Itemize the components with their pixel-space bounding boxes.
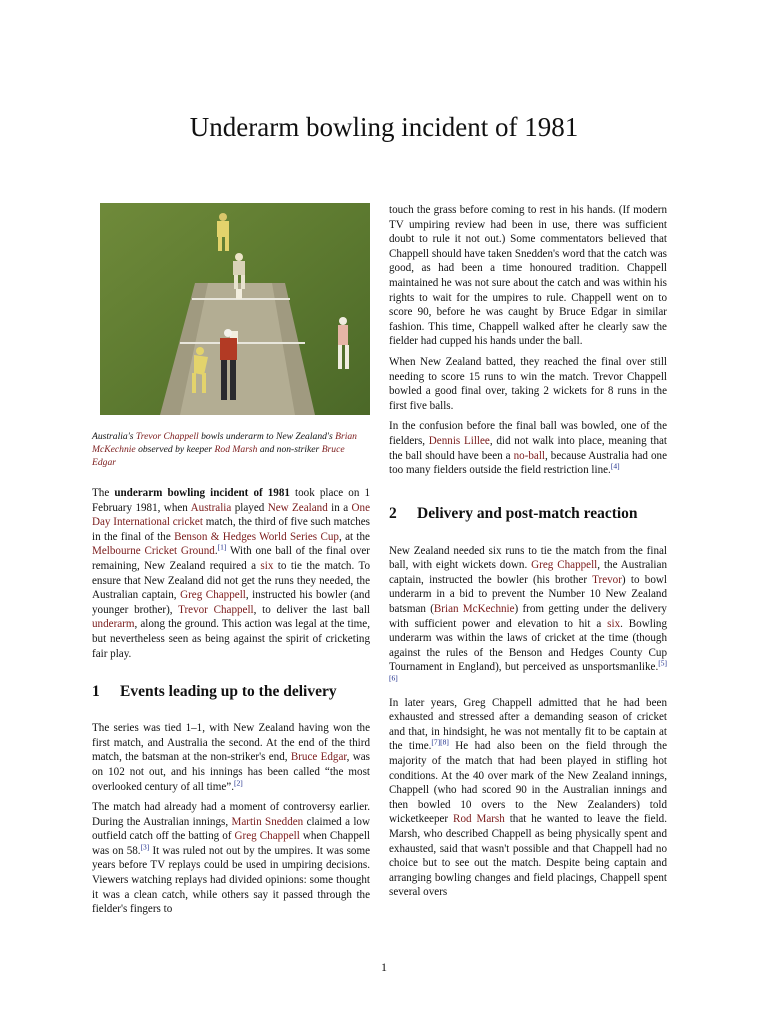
right-column bbox=[389, 203, 667, 906]
link-brian-mckechnie-2[interactable]: Brian McKechnie bbox=[433, 603, 515, 616]
citation-1[interactable]: [1] bbox=[217, 542, 227, 552]
link-greg-chappell-2[interactable]: Greg Chappell bbox=[234, 830, 300, 843]
link-brian-mckechnie[interactable]: Brian McKechnie bbox=[92, 431, 357, 455]
cricket-photo[interactable] bbox=[100, 203, 370, 415]
citation-2[interactable]: [2] bbox=[234, 777, 243, 787]
citation-5-6[interactable]: [5][6] bbox=[389, 658, 667, 683]
link-trevor[interactable]: Trevor bbox=[592, 573, 622, 586]
link-australia[interactable]: Australia bbox=[190, 501, 232, 514]
page-title: Underarm bowling incident of 1981 bbox=[189, 112, 579, 142]
citation-3[interactable]: [3] bbox=[140, 842, 150, 852]
link-greg-chappell[interactable]: Greg Chappell bbox=[180, 589, 246, 602]
link-bruce-edgar-2[interactable]: Bruce Edgar bbox=[290, 751, 347, 764]
right-paragraph-3: In the confusion before the final ball was bowled, one of the fielders, Dennis Lillee, did not walk into place, meaning that the ball should have been a no-ball, because Australia had one too many fielders outside the field restriction line.[4] bbox=[389, 420, 668, 477]
link-no-ball[interactable]: no-ball bbox=[513, 449, 546, 462]
link-trevor-chappell[interactable]: Trevor Chappell bbox=[135, 431, 199, 442]
link-six-2[interactable]: six bbox=[607, 617, 621, 630]
section-1-paragraph-2: The match had already had a moment of controversy earlier. During the Australian innings, Martin Snedden claimed a low outfield catch off the batting of Greg Chappell when Chappell was on 58.[3] It was ruled not out by the umpires. It was some years before TV replays could be used in umpiring decisions. Viewers watching replays had divided opinions: some thought it was a clean catch, while others say it passed through the fielder's fingers to bbox=[92, 801, 370, 916]
link-greg-chappell-3[interactable]: Greg Chappell bbox=[531, 559, 598, 572]
link-martin-snedden[interactable]: Martin Snedden bbox=[231, 815, 304, 828]
section-1-paragraph-1: The series was tied 1–1, with New Zealand having won the first match, and Australia the second. At the end of the third match, the batsman at the non-striker's end, Bruce Edgar, was on 102 not out, and his innings has been called “the most overlooked century of all time”.[2] bbox=[92, 722, 370, 793]
section-2-paragraph-1: New Zealand needed six runs to tie the match from the final ball, with eight wickets down. Greg Chappell, the Australian captain, instructed the bowler (his brother Trevor) to bowl underarm in a bid to prevent the Number 10 New Zealand batsman (Brian McKechnie) from getting under the delivery with sufficient power and elevation to hit a six. Bowling underarm was within the laws of cricket at the time (though against the rules of the Benson and Hedges County Cup Tournament in England), but perceived as unsportsmanlike.[5][6] bbox=[389, 544, 667, 683]
link-mcg[interactable]: Melbourne Cricket Ground bbox=[92, 545, 215, 558]
link-rod-marsh-2[interactable]: Rod Marsh bbox=[453, 813, 505, 826]
link-new-zealand[interactable]: New Zealand bbox=[267, 501, 328, 514]
link-bruce-edgar[interactable]: Bruce Edgar bbox=[92, 444, 345, 468]
link-odi[interactable]: One Day International bbox=[92, 501, 371, 529]
link-cricket[interactable]: cricket bbox=[172, 516, 203, 529]
section-1-heading: 1 Events leading up to the delivery bbox=[92, 683, 337, 701]
intro-paragraph: The underarm bowling incident of 1981 took place on 1 February 1981, when Australia played New Zealand in a One Day International cricket match, the third of five such matches in the final of the Benson & Hedges World Series Cup, at the Melbourne Cricket Ground.[1] With one ball of the final over remaining, New Zealand required a six to tie the match. To ensure that New Zealand did not get the runs they needed, the Australian captain, Greg Chappell, instructed his bowler (and younger brother), Trevor Chappell, to deliver the last ball underarm, along the ground. This action was legal at the time, but nevertheless seen as being against the spirit of cricketing fair play. bbox=[92, 487, 371, 660]
figure-caption: Australia's Trevor Chappell bowls underarm to New Zealand's Brian McKechnie observed by keeper Rod Marsh and non-striker Bruce Edgar bbox=[92, 431, 357, 468]
link-trevor-chappell-2[interactable]: Trevor Chappell bbox=[178, 603, 254, 616]
link-dennis-lillee[interactable]: Dennis Lillee bbox=[428, 434, 490, 447]
cricket-photo-image bbox=[100, 203, 370, 415]
page-number: 1 bbox=[381, 960, 387, 974]
link-six[interactable]: six bbox=[260, 559, 274, 572]
citation-7-8[interactable]: [7][8] bbox=[431, 737, 449, 747]
left-column bbox=[92, 203, 370, 923]
link-rod-marsh[interactable]: Rod Marsh bbox=[214, 444, 258, 455]
link-underarm[interactable]: underarm bbox=[92, 618, 135, 631]
citation-4[interactable]: [4] bbox=[610, 461, 620, 471]
right-paragraph-1: touch the grass before coming to rest in his hands. (If modern TV umpiring review had been in use, there was sufficient doubt to rule it not out.) Some commentators believed that Chappell should have taken Snedden's word that the catch was good, as had been a time honoured tradition. Chappell maintained he was not sure about the catch and was within his rights to wait for the umpires to rule. Chappell went on to score 90, before he was caught by Bruce Edgar in similar fashion. This time, Chappell walked after he clearly saw the fielder had cupped his hands under the ball. bbox=[389, 204, 667, 348]
link-world-series-cup[interactable]: Benson & Hedges World Series Cup bbox=[174, 530, 339, 543]
section-2-paragraph-2: In later years, Greg Chappell admitted that he had been exhausted and stressed after a demanding season of cricket and that, in hindsight, he was not mentally fit to be captain at the time.[7][8] He had also been on the field through the majority of the match that had been played in stifling hot conditions. At the 40 over mark of the New Zealand innings, Chappell (who had scored 90 in the Australian innings and then bowled 10 overs to the New Zealanders) told wicketkeeper Rod Marsh that he wanted to leave the field. Marsh, who described Chappell as being physically spent and exhausted, said that wasn't possible and that Chappell had no choice but to see out the match. Despite being captain and arranging bowling changes and field placings, Chappell spent several overs bbox=[389, 696, 667, 899]
right-paragraph-2: When New Zealand batted, they reached the final over still needing to score 15 runs to win the match. Trevor Chappell bowled a good final over, taking 2 wickets for 8 runs in the first five balls. bbox=[389, 355, 667, 412]
section-2-heading: 2 Delivery and post-match reaction bbox=[389, 504, 638, 522]
